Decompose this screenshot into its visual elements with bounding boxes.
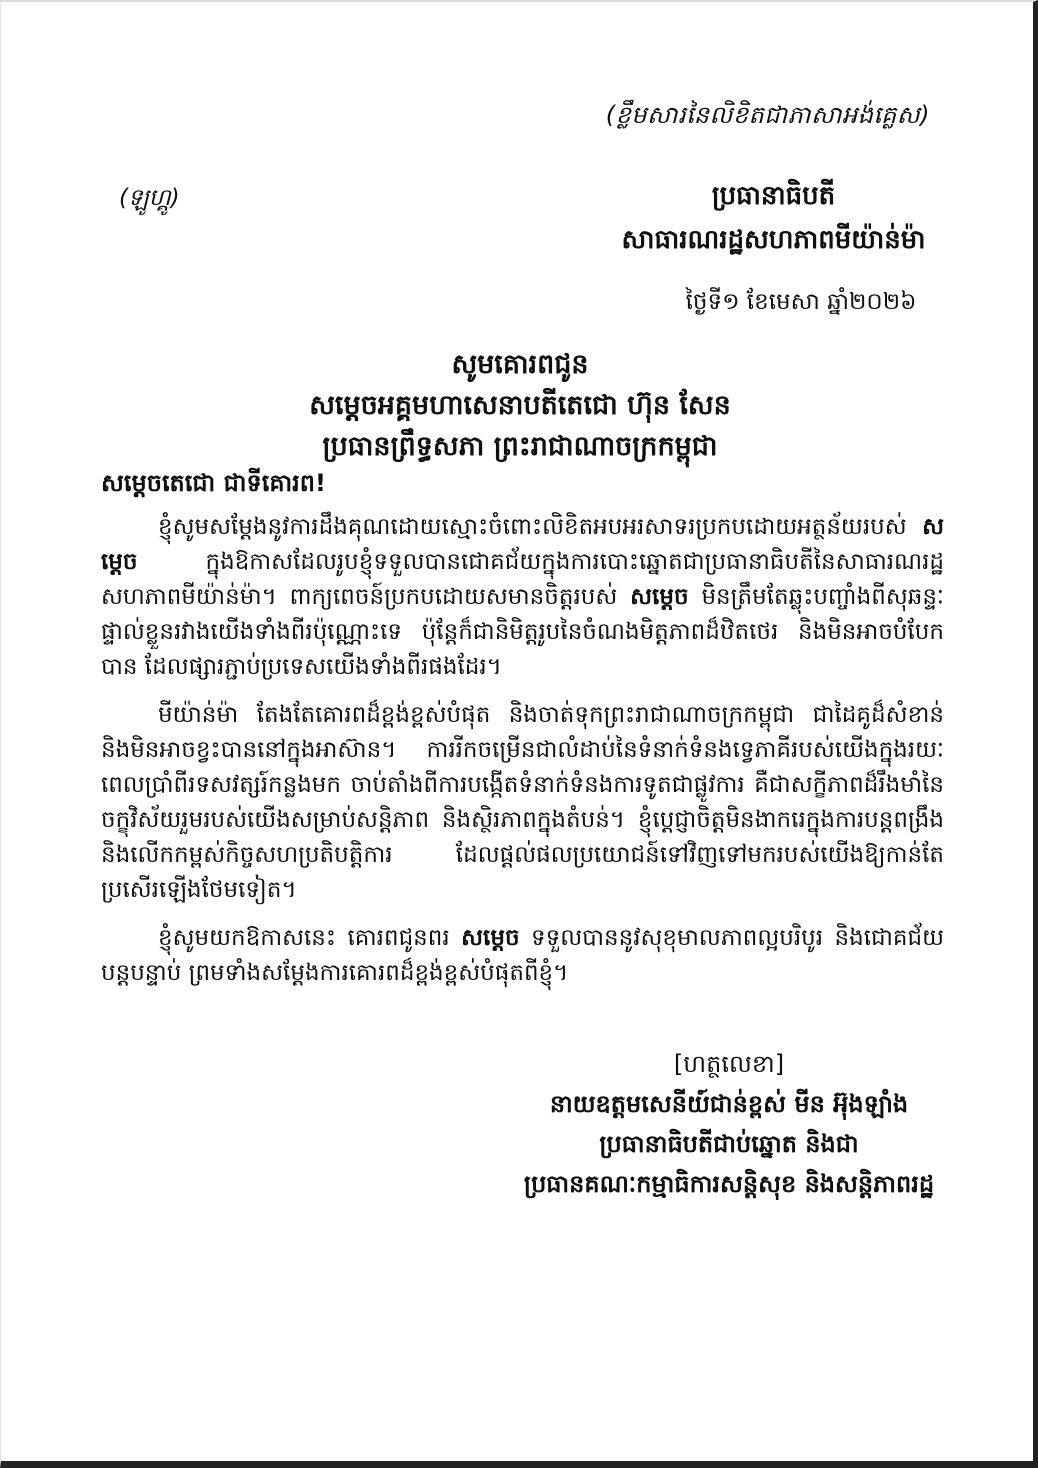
body-text-run: មីយ៉ាន់ម៉ា តែងតែគោរពដ៏ខ្ពង់ខ្ពស់បំផុត និងចាត់ទុកព្រះរាជាណាចក្រកម្ពុជា ជាដៃគូដ៏សំខាន់ និងមិនអាចខ្វះបាននៅក្នុងអាស៊ាន។ ការរីកចម្រើនជាលំដាប់នៃទំនាក់ទំនងទ្វេភាគីរបស់យើងក្នុងរយៈពេលប្រាំពីរទសវត្សរ៍កន្លងមក ចាប់តាំងពីការបង្កើតទំនាក់ទំនងការទូតជាផ្លូវការ គឺជាសក្ខីភាពដ៏រឹងមាំនៃចក្ខុវិស័យរួមរបស់យើងសម្រាប់សន្តិភាព និងស្ថិរភាពក្នុងតំបន់។ ខ្ញុំប្តេជ្ញាចិត្តមិនងាករេក្នុងការបន្តពង្រឹង និងលើកកម្ពស់កិច្ចសហប្រតិបត្តិការ ដែលផ្តល់ផលប្រយោជន៍ទៅវិញទៅមករបស់យើងឱ្យកាន់តែប្រសើរឡើងថែមទៀត។ bbox=[101, 702, 944, 903]
honorific-bold-text: សម្តេច bbox=[101, 514, 944, 575]
body-paragraph-1 bbox=[101, 510, 944, 685]
honorific-bold-text: សម្តេច bbox=[461, 925, 520, 951]
sender-letterhead bbox=[601, 174, 946, 262]
recipient-block bbox=[95, 344, 945, 467]
body-paragraph-3 bbox=[101, 921, 944, 991]
letter-date: ថ្ងៃទី១ ខែមេសា ឆ្នាំ២០២៦ bbox=[685, 289, 917, 315]
body-text-run: ខ្ញុំសូមយកឱកាសនេះ គោរពជូនពរ bbox=[158, 925, 462, 951]
logo-placeholder: (ឡូហ្គូ) bbox=[119, 185, 180, 211]
recipient-name-line: សម្តេចអគ្គមហាសេនាបតីតេជោ ហ៊ុន សែន bbox=[309, 390, 731, 421]
honorific-bold-text: សម្តេច bbox=[630, 584, 689, 610]
sender-country: សាធារណរដ្ឋសហភាពមីយ៉ាន់ម៉ា bbox=[621, 225, 926, 255]
body-text-run: ទទួលបាននូវសុខុមាលភាពល្អបរិបូរ និងជោគជ័យបន្តបន្ទាប់ ព្រមទាំងសម្តែងការគោរពដ៏ខ្ពង់ខ្ពស់បំផុតពីខ្ញុំ។ bbox=[101, 925, 944, 986]
body-text-run: មិនត្រឹមតែឆ្លុះបញ្ចាំងពីសុឆន្ទៈផ្ទាល់ខ្លួនរវាងយើងទាំងពីរប៉ុណ្ណោះទេ ប៉ុន្តែក៏ជានិមិត្តរូបនៃចំណងមិត្តភាពដ៏ឋិតថេរ និងមិនអាចបំបែកបាន ដែលផ្សារភ្ជាប់ប្រទេសយើងទាំងពីរផងដែរ។ bbox=[101, 584, 944, 680]
salutation-line: សម្តេចតេជោ ជាទីគោរព! bbox=[101, 469, 326, 497]
signatory-position-line-1: ប្រធានាធិបតីជាប់ឆ្នោត និងជា bbox=[599, 1130, 859, 1158]
recipient-title-line: ប្រធានព្រឹទ្ធសភា ព្រះរាជាណាចក្រកម្ពុជា bbox=[322, 431, 718, 462]
body-text-run: ខ្ញុំសូមសម្តែងនូវការដឹងគុណដោយស្មោះចំពោះលិខិតអបអរសាទរប្រកបដោយអត្ថន័យរបស់ bbox=[158, 514, 923, 540]
signatory-position-line-2: ប្រធានគណៈកម្មាធិការសន្តិសុខ និងសន្តិភាពរដ្ឋ bbox=[523, 1170, 935, 1198]
signature-placeholder: [ហត្ថលេខា] bbox=[673, 1050, 785, 1078]
recipient-salute-line: សូមគោរពជូន bbox=[451, 349, 589, 380]
body-text-run: ក្នុងឱកាសដែលរូបខ្ញុំទទួលបានជោគជ័យក្នុងការបោះឆ្នោតជាប្រធានាធិបតីនៃសាធារណរដ្ឋសហភាពមីយ៉ាន់ម៉ា។ ពាក្យពេចន៍ប្រកបដោយសមានចិត្តរបស់ bbox=[101, 549, 944, 610]
signatory-name: នាយឧត្តមសេនីយ៍ជាន់ខ្ពស់ មីន អ៊ុងឡាំង bbox=[549, 1090, 909, 1118]
signature-block bbox=[419, 1044, 1038, 1204]
body-paragraph-2 bbox=[101, 698, 944, 908]
english-content-note: (ខ្លឹមសារនៃលិខិតជាភាសាអង់គ្លេស) bbox=[605, 101, 930, 129]
sender-title: ប្រធានាធិបតី bbox=[711, 181, 836, 211]
letter-body bbox=[101, 510, 944, 1004]
